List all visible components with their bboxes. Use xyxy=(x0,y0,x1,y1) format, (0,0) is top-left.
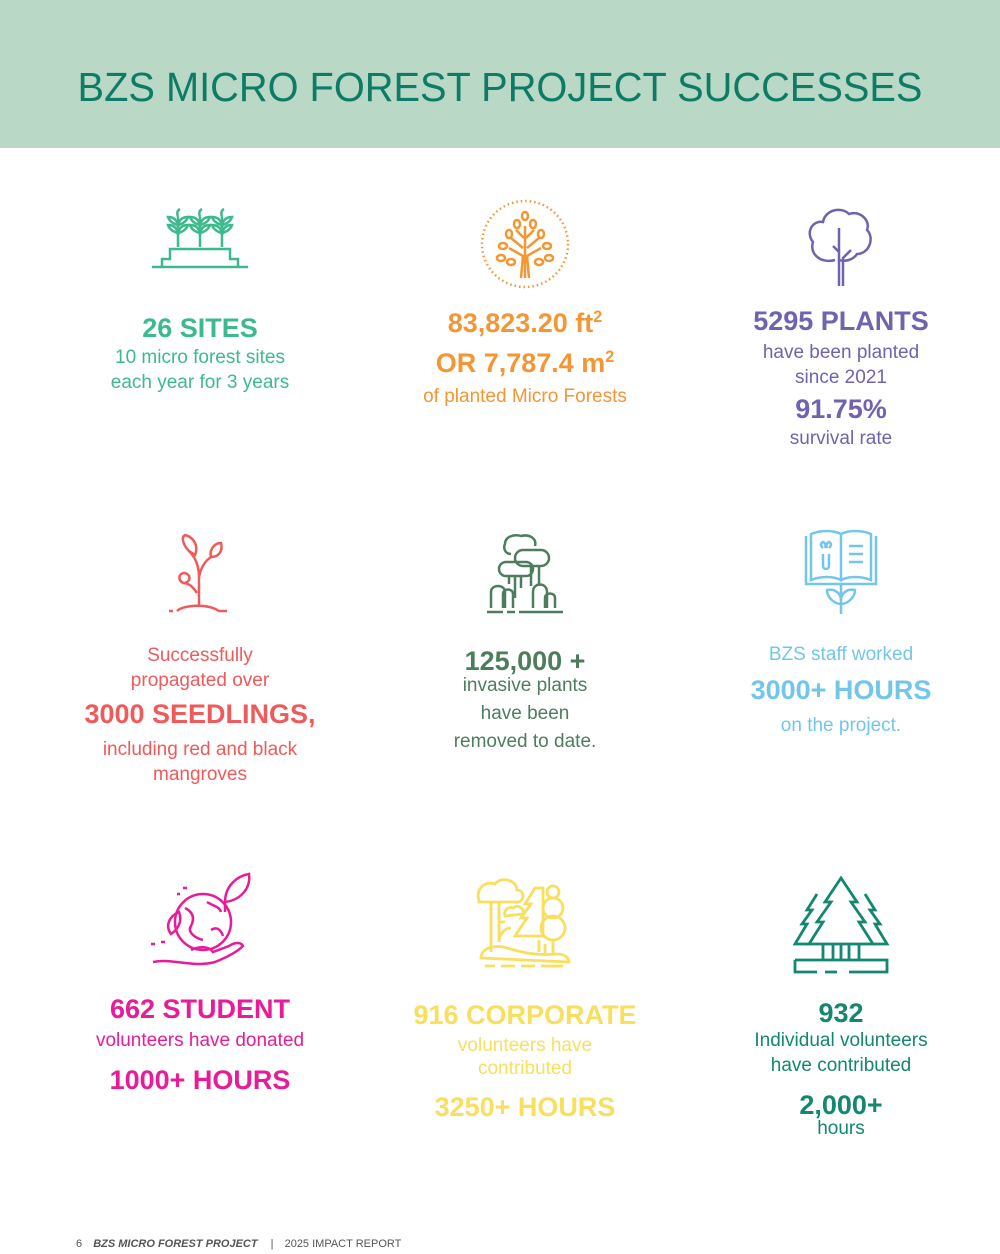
seedlings-line3: including red and black xyxy=(102,739,298,760)
corporate-line1: volunteers have xyxy=(457,1035,593,1056)
corporate-line2: contributed xyxy=(477,1058,572,1079)
area-m-sup: 2 xyxy=(605,348,615,366)
stat-students xyxy=(35,872,365,1097)
page-number: 6 xyxy=(76,1238,83,1250)
sites-line1: 10 micro forest sites xyxy=(115,347,285,368)
area-ft-value: 83,823.20 ft xyxy=(447,308,594,338)
plants-line1: have been planted xyxy=(762,342,920,363)
students-hours: 1000+ HOURS xyxy=(109,1065,291,1095)
stat-invasive xyxy=(360,532,690,756)
area-headline-ft xyxy=(360,306,690,340)
stat-seedlings xyxy=(35,533,365,787)
individual-hours-label: hours xyxy=(817,1118,865,1139)
students-line1: volunteers have donated xyxy=(95,1030,305,1051)
raised-bed-seedlings-icon xyxy=(150,205,250,275)
book-plant-icon xyxy=(803,528,879,620)
invasive-line3: removed to date. xyxy=(453,731,597,752)
park-trees-icon xyxy=(475,878,575,968)
area-ft-sup: 2 xyxy=(593,308,603,326)
stat-individual xyxy=(676,876,1000,1141)
seedlings-line4: mangroves xyxy=(153,764,247,785)
sites-line2: each year for 3 years xyxy=(110,372,290,393)
invasive-line1: invasive plants xyxy=(462,675,588,696)
plants-headline: 5295 PLANTS xyxy=(753,306,929,336)
stat-corporate xyxy=(360,878,690,1124)
pine-trees-icon xyxy=(791,876,891,976)
students-headline: 662 STUDENT xyxy=(109,994,291,1024)
stat-staff xyxy=(676,528,1000,738)
survival-rate-value: 91.75% xyxy=(795,394,887,424)
footer-report-title: 2025 IMPACT REPORT xyxy=(284,1238,402,1250)
seedlings-line1: Successfully xyxy=(147,645,253,666)
individual-headline: 932 xyxy=(818,998,864,1028)
staff-headline: 3000+ HOURS xyxy=(750,675,932,705)
corporate-headline: 916 CORPORATE xyxy=(413,1000,637,1030)
circle-tree-icon xyxy=(479,198,571,290)
page-footer xyxy=(76,1238,401,1250)
sprout-icon xyxy=(165,533,235,615)
corporate-hours: 3250+ HOURS xyxy=(434,1092,616,1122)
area-line1: of planted Micro Forests xyxy=(423,386,627,407)
hand-globe-leaf-icon xyxy=(145,872,255,968)
invasive-line2: have been xyxy=(480,703,570,724)
individual-line2: have contributed xyxy=(770,1055,912,1076)
staff-line2: on the project. xyxy=(780,715,902,736)
page-header xyxy=(0,0,1000,148)
plants-line2: since 2021 xyxy=(795,367,887,388)
individual-line1: Individual volunteers xyxy=(754,1030,928,1051)
stat-sites xyxy=(35,205,365,395)
tree-outline-icon xyxy=(801,200,881,290)
stat-plants xyxy=(676,200,1000,451)
footer-project-title: BZS MICRO FOREST PROJECT xyxy=(93,1238,258,1250)
survival-rate-label: survival rate xyxy=(789,428,893,449)
individual-hours-value: 2,000+ xyxy=(799,1090,883,1120)
page-title: BZS MICRO FOREST PROJECT SUCCESSES xyxy=(77,64,923,110)
area-headline-m xyxy=(360,346,690,380)
seedlings-headline: 3000 SEEDLINGS, xyxy=(84,699,316,729)
invasive-headline: 125,000 + xyxy=(464,646,586,676)
stat-area xyxy=(360,198,690,409)
seedlings-line2: propagated over xyxy=(130,670,270,691)
staff-line1: BZS staff worked xyxy=(768,644,914,665)
forest-cluster-icon xyxy=(483,532,567,616)
footer-separator: | xyxy=(270,1238,274,1250)
sites-headline: 26 SITES xyxy=(142,313,258,343)
area-m-value: OR 7,787.4 m xyxy=(435,348,606,378)
